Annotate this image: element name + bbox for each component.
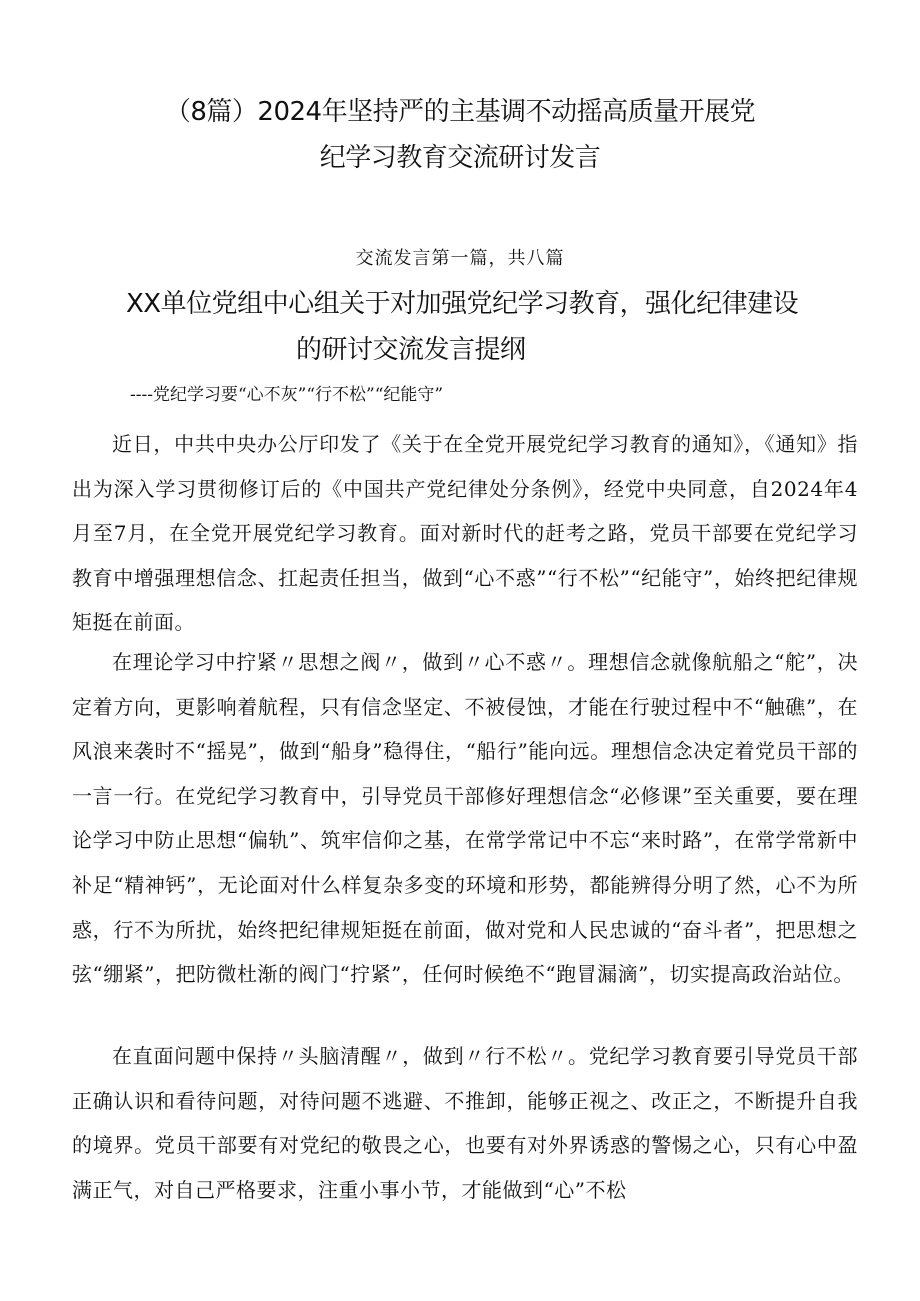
- body-paragraph-block-3: [72, 1034, 858, 1212]
- section-title-line-2: 的研讨交流发言提纲: [296, 335, 526, 365]
- body-paragraph-block-2: [72, 640, 858, 997]
- body-paragraph: 近日，中共中央办公厅印发了《关于在全党开展党纪学习教育的通知》，《通知》指出为深入学习贯彻修订后的《中国共产党纪律处分条例》，经党中央同意，自2024年4月至7月，在全党开展党纪学习教育。面对新时代的赶考之路，党员干部要在党纪学习教育中增强理想信念、扛起责任担当，做到“心不惑”“行不松”“纪能守”，始终把纪律规矩挺在前面。: [72, 432, 858, 635]
- part-label: 交流发言第一篇，共八篇: [355, 248, 565, 269]
- body-paragraph: 在理论学习中拧紧〃思想之阀〃，做到〃心不惑〃。理想信念就像航船之“舵”，决定着方向，更影响着航程，只有信念坚定、不被侵蚀，才能在行驶过程中不“触礁”，在风浪来袭时不“摇晃”，做到“船身”稳得住，“船行”能向远。理想信念决定着党员干部的一言一行。在党纪学习教育中，引导党员干部修好理想信念“必修课”至关重要，要在理论学习中防止思想“偏轨”、筑牢信仰之基，在常学常记中不忘“来时路”，在常学常新中补足“精神钙”，无论面对什么样复杂多变的环境和形势，都能辨得分明了然，心不为所惑，行不为所扰，始终把纪律规矩挺在前面，做对党和人民忠诚的“奋斗者”，把思想之弦“绷紧”，把防微杜渐的阀门“拧紧”，任何时候绝不“跑冒漏滴”，切实提高政治站位。: [72, 650, 858, 987]
- section-title-line-1: XX单位党组中心组关于对加强党纪学习教育，强化纪律建设: [126, 289, 799, 319]
- document-title-line-1: （8篇）2024年坚持严的主基调不动摇高质量开展党: [164, 97, 756, 127]
- document-title-line-2: 纪学习教育交流研讨发言: [319, 143, 601, 173]
- body-paragraph: 在直面问题中保持〃头脑清醒〃，做到〃行不松〃。党纪学习教育要引导党员干部正确认识和看待问题，对待问题不逃避、不推卸，能够正视之、改正之，不断提升自我的境界。党员干部要有对党纪的敬畏之心，也要有对外界诱惑的警惕之心，只有心中盈满正气，对自己严格要求，注重小事小节，才能做到“心”不松: [72, 1044, 858, 1202]
- body-paragraph-block-1: [72, 422, 858, 645]
- tagline: ----党纪学习要“心不灰”“行不松”“纪能守”: [130, 385, 444, 405]
